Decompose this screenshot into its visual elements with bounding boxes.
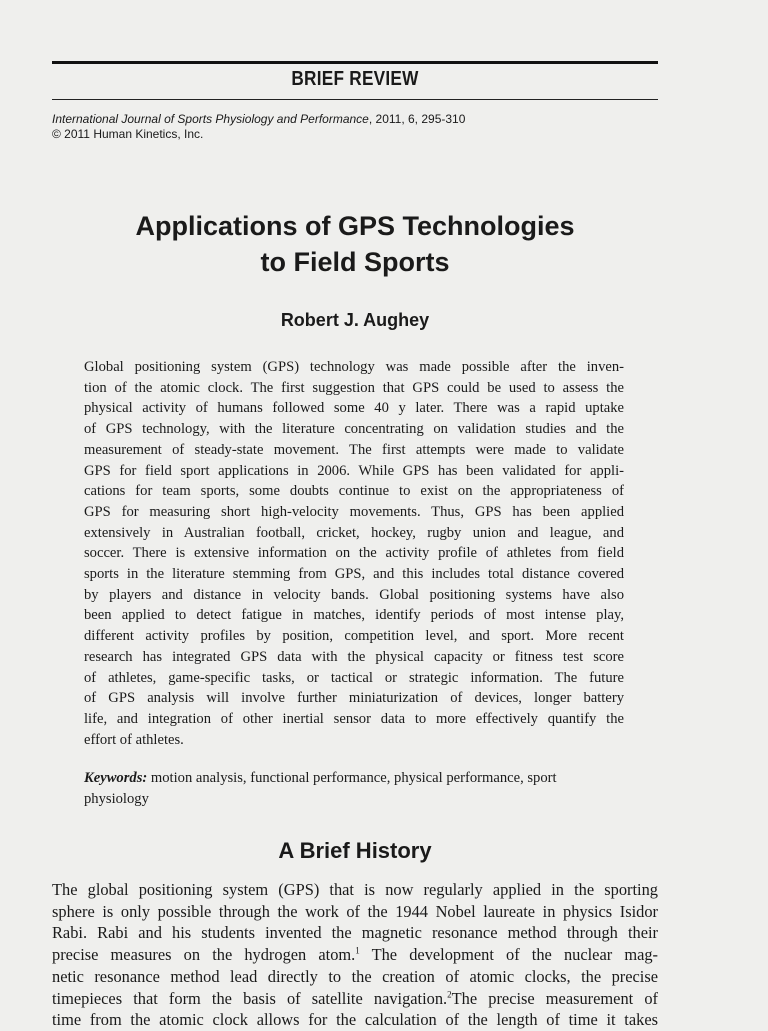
body-text-segment: The precise measurement of (451, 988, 658, 1008)
body-line: Rabi. Rabi and his students invented the magnetic resonance method through their (52, 923, 658, 943)
body-line-with-footnote (52, 988, 658, 1010)
journal-line (52, 112, 465, 127)
abstract-line: cations for team sports, some doubts continue to exist on the appropriateness of (84, 483, 624, 500)
abstract-line: of GPS analysis will involve further miniaturization of devices, longer battery (84, 690, 624, 707)
volume-info: , 2011, 6, 295-310 (368, 112, 466, 126)
copyright: © 2011 Human Kinetics, Inc. (52, 127, 204, 141)
abstract-line: research has integrated GPS data with the physical capacity or fitness test score (84, 648, 624, 665)
body-text (52, 879, 658, 1031)
abstract-line: different activity profiles by position, competition level, and sport. More recent (84, 628, 624, 645)
abstract-line: measurement of steady-state movement. The first attempts were made to validate (84, 441, 624, 458)
footnote-ref: 2 (447, 989, 452, 1000)
body-line: netic resonance method lead directly to the creation of atomic clocks, the precise (52, 966, 658, 986)
body-line: The global positioning system (GPS) that is now regularly applied in the sporting (52, 880, 658, 899)
title-line-1: Applications of GPS Technologies (135, 211, 575, 241)
section-label: BRIEF REVIEW (291, 68, 419, 90)
body-line-with-footnote (52, 944, 658, 966)
abstract-line: of GPS technology, with the literature concentrating on validation studies and the (84, 421, 624, 438)
abstract-line: Global positioning system (GPS) technology was made possible after the inven- (84, 359, 624, 375)
header-rule-top (52, 61, 658, 64)
journal-name: International Journal of Sports Physiology and Performance (52, 112, 369, 126)
keywords (84, 768, 624, 809)
abstract-line: been applied to detect fatigue in matches, identify periods of most intense play, (84, 607, 624, 624)
section-heading: A Brief History (278, 838, 432, 863)
abstract-line: GPS for measuring short high-velocity movements. Thus, GPS has been applied (84, 503, 624, 520)
body-line: sphere is only possible through the work of the 1944 Nobel laureate in physics Isidor (52, 901, 658, 921)
body-line: time from the atomic clock allows for the calculation of the length of time it takes (52, 1010, 658, 1030)
abstract-line: by players and distance in velocity bands. Global positioning systems have also (84, 586, 624, 603)
abstract (84, 357, 624, 750)
header-rule-bottom (52, 99, 658, 100)
abstract-line: soccer. There is extensive information on the activity profile of athletes from field (84, 545, 624, 562)
article-title (52, 208, 658, 280)
abstract-line: sports in the literature stemming from GPS, and this includes total distance covered (84, 566, 624, 583)
abstract-line: extensively in Australian football, cricket, hockey, rugby union and league, and (84, 524, 624, 541)
abstract-line: of athletes, game-specific tasks, or tactical or strategic information. The future (84, 669, 624, 686)
abstract-line: tion of the atomic clock. The first suggestion that GPS could be used to assess the (84, 379, 624, 396)
abstract-line: life, and integration of other inertial sensor data to more effectively quantify the (84, 710, 624, 727)
keywords-list: motion analysis, functional performance, physical performance, sport (147, 770, 557, 786)
abstract-line: physical activity of humans followed some 40 y later. There was a rapid uptake (84, 400, 624, 417)
keywords-label: Keywords: (84, 770, 148, 786)
abstract-line: GPS for field sport applications in 2006. While GPS has been validated for appli- (84, 462, 624, 479)
abstract-line: effort of athletes. (84, 731, 184, 748)
body-text-segment: The development of the nuclear mag- (359, 945, 658, 965)
author-name: Robert J. Aughey (280, 310, 430, 330)
body-text-segment: precise measures on the hydrogen atom. (52, 945, 356, 965)
footnote-ref: 1 (355, 945, 360, 956)
keywords-line-2: physiology (84, 790, 149, 807)
title-line-2: to Field Sports (260, 247, 450, 277)
keywords-line-1 (84, 768, 624, 789)
citation (52, 112, 465, 142)
body-text-segment: timepieces that form the basis of satellite navigation. (52, 988, 448, 1008)
